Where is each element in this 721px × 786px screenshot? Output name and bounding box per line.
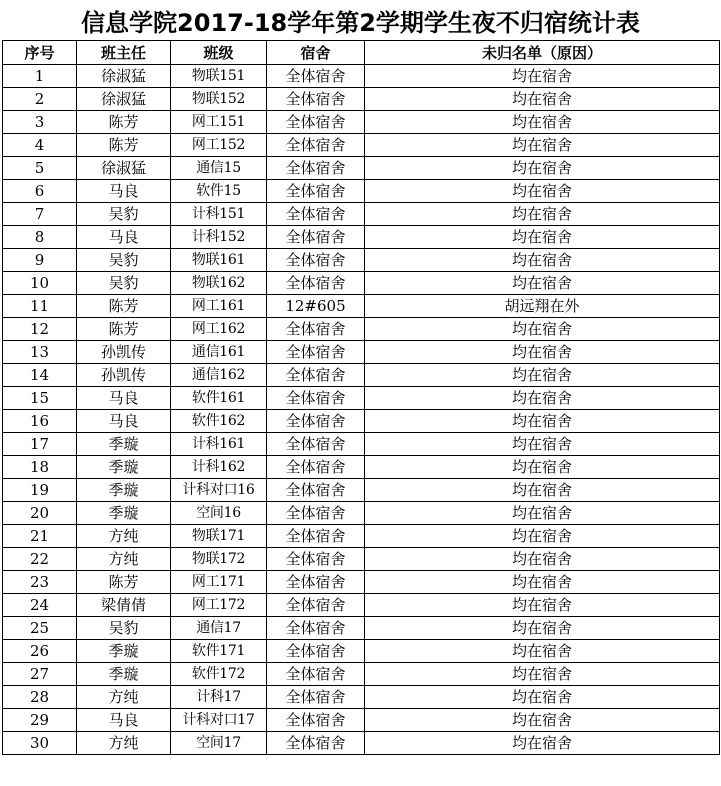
cell-teacher[interactable]: 方纯 — [77, 525, 171, 548]
table-row — [3, 134, 720, 157]
cell-dorm[interactable]: 全体宿舍 — [267, 203, 365, 226]
cell-dorm[interactable]: 全体宿舍 — [267, 272, 365, 295]
cell-class[interactable]: 物联151 — [171, 65, 267, 88]
cell-teacher[interactable]: 陈芳 — [77, 318, 171, 341]
cell-dorm[interactable]: 全体宿舍 — [267, 433, 365, 456]
cell-index[interactable]: 28 — [3, 686, 77, 709]
cell-teacher[interactable]: 徐淑猛 — [77, 65, 171, 88]
cell-dorm[interactable]: 全体宿舍 — [267, 732, 365, 755]
cell-dorm[interactable]: 全体宿舍 — [267, 249, 365, 272]
cell-class[interactable]: 通信15 — [171, 157, 267, 180]
cell-absent-list[interactable]: 均在宿舍 — [365, 456, 720, 479]
cell-class[interactable]: 软件161 — [171, 387, 267, 410]
cell-index[interactable]: 23 — [3, 571, 77, 594]
cell-teacher[interactable]: 徐淑猛 — [77, 157, 171, 180]
cell-absent-list[interactable]: 均在宿舍 — [365, 318, 720, 341]
cell-teacher[interactable]: 方纯 — [77, 732, 171, 755]
sheet-title: 信息学院2017-18学年第2学期学生夜不归宿统计表 — [81, 8, 640, 37]
cell-absent-list[interactable]: 均在宿舍 — [365, 157, 720, 180]
cell-index[interactable]: 21 — [3, 525, 77, 548]
cell-class[interactable]: 计科161 — [171, 433, 267, 456]
cell-index[interactable]: 14 — [3, 364, 77, 387]
table-row — [3, 686, 720, 709]
cell-teacher[interactable]: 陈芳 — [77, 134, 171, 157]
cell-dorm[interactable]: 全体宿舍 — [267, 502, 365, 525]
table-row — [3, 157, 720, 180]
header-cell-dorm[interactable]: 宿舍 — [267, 41, 365, 65]
cell-absent-list[interactable]: 均在宿舍 — [365, 111, 720, 134]
table-row — [3, 709, 720, 732]
cell-index[interactable]: 27 — [3, 663, 77, 686]
cell-teacher[interactable]: 梁倩倩 — [77, 594, 171, 617]
statistics-table — [2, 40, 720, 755]
header-cell-absent-list[interactable]: 未归名单（原因） — [365, 41, 720, 65]
cell-index[interactable]: 4 — [3, 134, 77, 157]
cell-index[interactable]: 18 — [3, 456, 77, 479]
cell-index[interactable]: 11 — [3, 295, 77, 318]
cell-index[interactable]: 3 — [3, 111, 77, 134]
header-row — [3, 41, 720, 65]
cell-class[interactable]: 物联161 — [171, 249, 267, 272]
cell-class[interactable]: 网工162 — [171, 318, 267, 341]
cell-absent-list[interactable]: 胡远翔在外 — [365, 295, 720, 318]
table-row — [3, 65, 720, 88]
cell-index[interactable]: 25 — [3, 617, 77, 640]
cell-teacher[interactable]: 季璇 — [77, 663, 171, 686]
cell-absent-list[interactable]: 均在宿舍 — [365, 364, 720, 387]
cell-dorm[interactable]: 全体宿舍 — [267, 364, 365, 387]
cell-absent-list[interactable]: 均在宿舍 — [365, 686, 720, 709]
cell-class[interactable]: 网工171 — [171, 571, 267, 594]
cell-dorm[interactable]: 全体宿舍 — [267, 456, 365, 479]
cell-dorm[interactable]: 全体宿舍 — [267, 571, 365, 594]
cell-absent-list[interactable]: 均在宿舍 — [365, 249, 720, 272]
cell-index[interactable]: 2 — [3, 88, 77, 111]
cell-teacher[interactable]: 陈芳 — [77, 111, 171, 134]
table-body — [3, 65, 720, 755]
cell-teacher[interactable]: 马良 — [77, 709, 171, 732]
cell-absent-list[interactable]: 均在宿舍 — [365, 594, 720, 617]
cell-class[interactable]: 物联162 — [171, 272, 267, 295]
cell-class[interactable]: 软件162 — [171, 410, 267, 433]
cell-dorm[interactable]: 全体宿舍 — [267, 387, 365, 410]
table-row — [3, 548, 720, 571]
cell-teacher[interactable]: 吴豹 — [77, 203, 171, 226]
cell-index[interactable]: 29 — [3, 709, 77, 732]
table-row — [3, 663, 720, 686]
table-row — [3, 249, 720, 272]
cell-teacher[interactable]: 季璇 — [77, 502, 171, 525]
cell-class[interactable]: 空间16 — [171, 502, 267, 525]
cell-class[interactable]: 计科162 — [171, 456, 267, 479]
cell-index[interactable]: 12 — [3, 318, 77, 341]
cell-class[interactable]: 物联172 — [171, 548, 267, 571]
cell-absent-list[interactable]: 均在宿舍 — [365, 88, 720, 111]
cell-absent-list[interactable]: 均在宿舍 — [365, 709, 720, 732]
cell-index[interactable]: 1 — [3, 65, 77, 88]
cell-dorm[interactable]: 全体宿舍 — [267, 479, 365, 502]
table-row — [3, 88, 720, 111]
table-row — [3, 456, 720, 479]
table-row — [3, 387, 720, 410]
cell-index[interactable]: 26 — [3, 640, 77, 663]
cell-teacher[interactable]: 孙凯传 — [77, 341, 171, 364]
cell-class[interactable]: 通信17 — [171, 617, 267, 640]
cell-class[interactable]: 计科152 — [171, 226, 267, 249]
cell-class[interactable]: 网工172 — [171, 594, 267, 617]
table-row — [3, 525, 720, 548]
cell-absent-list[interactable]: 均在宿舍 — [365, 387, 720, 410]
cell-dorm[interactable]: 全体宿舍 — [267, 548, 365, 571]
table-row — [3, 502, 720, 525]
cell-dorm[interactable]: 全体宿舍 — [267, 111, 365, 134]
cell-teacher[interactable]: 季璇 — [77, 433, 171, 456]
cell-index[interactable]: 16 — [3, 410, 77, 433]
cell-absent-list[interactable]: 均在宿舍 — [365, 732, 720, 755]
header-cell-class[interactable]: 班级 — [171, 41, 267, 65]
cell-index[interactable]: 13 — [3, 341, 77, 364]
cell-dorm[interactable]: 全体宿舍 — [267, 410, 365, 433]
cell-class[interactable]: 通信161 — [171, 341, 267, 364]
cell-dorm[interactable]: 全体宿舍 — [267, 226, 365, 249]
cell-dorm[interactable]: 全体宿舍 — [267, 640, 365, 663]
table-row — [3, 732, 720, 755]
cell-dorm[interactable]: 全体宿舍 — [267, 134, 365, 157]
cell-absent-list[interactable]: 均在宿舍 — [365, 502, 720, 525]
cell-index[interactable]: 7 — [3, 203, 77, 226]
cell-class[interactable]: 软件15 — [171, 180, 267, 203]
cell-absent-list[interactable]: 均在宿舍 — [365, 65, 720, 88]
cell-index[interactable]: 24 — [3, 594, 77, 617]
cell-dorm[interactable]: 全体宿舍 — [267, 65, 365, 88]
cell-dorm[interactable]: 全体宿舍 — [267, 157, 365, 180]
cell-dorm[interactable]: 全体宿舍 — [267, 594, 365, 617]
table-row — [3, 640, 720, 663]
table-row — [3, 272, 720, 295]
cell-index[interactable]: 22 — [3, 548, 77, 571]
cell-absent-list[interactable]: 均在宿舍 — [365, 479, 720, 502]
cell-absent-list[interactable]: 均在宿舍 — [365, 180, 720, 203]
cell-index[interactable]: 6 — [3, 180, 77, 203]
cell-dorm[interactable]: 全体宿舍 — [267, 663, 365, 686]
cell-index[interactable]: 20 — [3, 502, 77, 525]
table-row — [3, 111, 720, 134]
header-cell-index[interactable]: 序号 — [3, 41, 77, 65]
cell-absent-list[interactable]: 均在宿舍 — [365, 640, 720, 663]
cell-teacher[interactable]: 马良 — [77, 180, 171, 203]
table-row — [3, 433, 720, 456]
cell-absent-list[interactable]: 均在宿舍 — [365, 525, 720, 548]
cell-dorm[interactable]: 12#605 — [267, 295, 365, 318]
cell-teacher[interactable]: 吴豹 — [77, 617, 171, 640]
cell-teacher[interactable]: 孙凯传 — [77, 364, 171, 387]
cell-dorm[interactable]: 全体宿舍 — [267, 180, 365, 203]
cell-teacher[interactable]: 季璇 — [77, 456, 171, 479]
table-row — [3, 203, 720, 226]
table-row — [3, 479, 720, 502]
cell-teacher[interactable]: 马良 — [77, 387, 171, 410]
cell-absent-list[interactable]: 均在宿舍 — [365, 272, 720, 295]
cell-class[interactable]: 软件172 — [171, 663, 267, 686]
cell-index[interactable]: 19 — [3, 479, 77, 502]
cell-index[interactable]: 10 — [3, 272, 77, 295]
cell-class[interactable]: 物联152 — [171, 88, 267, 111]
cell-teacher[interactable]: 吴豹 — [77, 249, 171, 272]
cell-dorm[interactable]: 全体宿舍 — [267, 617, 365, 640]
table-row — [3, 410, 720, 433]
cell-teacher[interactable]: 吴豹 — [77, 272, 171, 295]
table-row — [3, 341, 720, 364]
cell-class[interactable]: 网工161 — [171, 295, 267, 318]
table-row — [3, 226, 720, 249]
cell-index[interactable]: 9 — [3, 249, 77, 272]
cell-teacher[interactable]: 马良 — [77, 226, 171, 249]
table-row — [3, 364, 720, 387]
cell-teacher[interactable]: 徐淑猛 — [77, 88, 171, 111]
cell-class[interactable]: 计科151 — [171, 203, 267, 226]
table-row — [3, 571, 720, 594]
cell-index[interactable]: 15 — [3, 387, 77, 410]
cell-dorm[interactable]: 全体宿舍 — [267, 88, 365, 111]
cell-absent-list[interactable]: 均在宿舍 — [365, 617, 720, 640]
table-row — [3, 617, 720, 640]
cell-class[interactable]: 计科17 — [171, 686, 267, 709]
cell-teacher[interactable]: 方纯 — [77, 548, 171, 571]
cell-dorm[interactable]: 全体宿舍 — [267, 318, 365, 341]
cell-absent-list[interactable]: 均在宿舍 — [365, 548, 720, 571]
cell-index[interactable]: 30 — [3, 732, 77, 755]
cell-teacher[interactable]: 陈芳 — [77, 295, 171, 318]
table-row — [3, 594, 720, 617]
header-cell-teacher[interactable]: 班主任 — [77, 41, 171, 65]
table-row — [3, 295, 720, 318]
table-row — [3, 318, 720, 341]
cell-index[interactable]: 5 — [3, 157, 77, 180]
cell-class[interactable]: 网工151 — [171, 111, 267, 134]
cell-absent-list[interactable]: 均在宿舍 — [365, 433, 720, 456]
cell-teacher[interactable]: 陈芳 — [77, 571, 171, 594]
cell-class[interactable]: 通信162 — [171, 364, 267, 387]
cell-teacher[interactable]: 马良 — [77, 410, 171, 433]
cell-class[interactable]: 计科对口16 — [171, 479, 267, 502]
cell-teacher[interactable]: 方纯 — [77, 686, 171, 709]
cell-teacher[interactable]: 季璇 — [77, 640, 171, 663]
cell-dorm[interactable]: 全体宿舍 — [267, 709, 365, 732]
cell-class[interactable]: 物联171 — [171, 525, 267, 548]
cell-index[interactable]: 8 — [3, 226, 77, 249]
cell-absent-list[interactable]: 均在宿舍 — [365, 203, 720, 226]
cell-index[interactable]: 17 — [3, 433, 77, 456]
cell-dorm[interactable]: 全体宿舍 — [267, 341, 365, 364]
cell-class[interactable]: 计科对口17 — [171, 709, 267, 732]
cell-absent-list[interactable]: 均在宿舍 — [365, 663, 720, 686]
cell-class[interactable]: 软件171 — [171, 640, 267, 663]
table-row — [3, 180, 720, 203]
cell-absent-list[interactable]: 均在宿舍 — [365, 134, 720, 157]
cell-class[interactable]: 网工152 — [171, 134, 267, 157]
cell-class[interactable]: 空间17 — [171, 732, 267, 755]
cell-absent-list[interactable]: 均在宿舍 — [365, 341, 720, 364]
cell-dorm[interactable]: 全体宿舍 — [267, 686, 365, 709]
cell-absent-list[interactable]: 均在宿舍 — [365, 410, 720, 433]
cell-teacher[interactable]: 季璇 — [77, 479, 171, 502]
cell-absent-list[interactable]: 均在宿舍 — [365, 226, 720, 249]
cell-absent-list[interactable]: 均在宿舍 — [365, 571, 720, 594]
cell-dorm[interactable]: 全体宿舍 — [267, 525, 365, 548]
